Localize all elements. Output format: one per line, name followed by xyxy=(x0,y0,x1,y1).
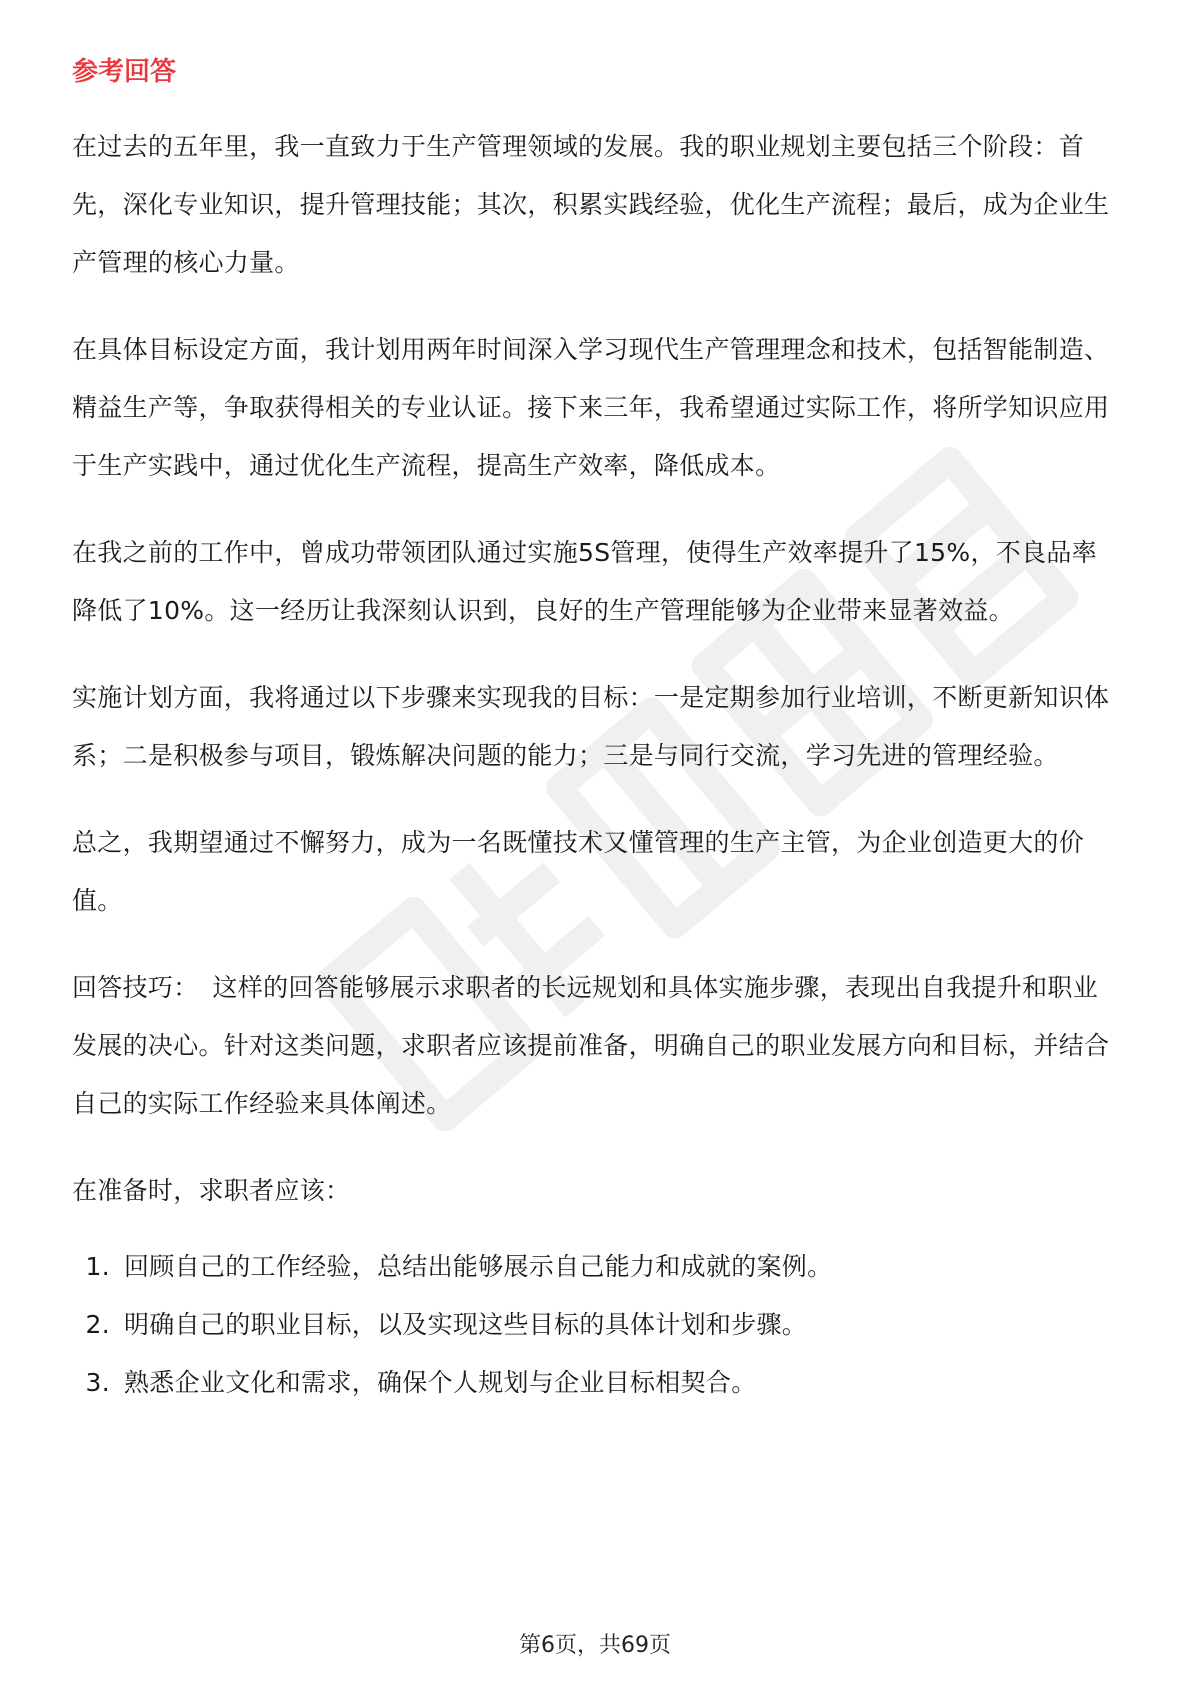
list-item-number: 1. xyxy=(85,1252,110,1281)
list-item-number: 3. xyxy=(85,1368,110,1397)
paragraph-past-experience: 在我之前的工作中，曾成功带领团队通过实施5S管理，使得生产效率提升了15%，不良品率降低了10%。这一经历让我深刻认识到，良好的生产管理能够为企业带来显著效益。 xyxy=(72,538,1097,625)
list-item-text: 回顾自己的工作经验，总结出能够展示自己能力和成就的案例。 xyxy=(124,1252,833,1281)
paragraph-implementation: 实施计划方面，我将通过以下步骤来实现我的目标：一是定期参加行业培训，不断更新知识体系；二是积极参与项目，锻炼解决问题的能力；三是与同行交流，学习先进的管理经验。 xyxy=(72,683,1110,770)
list-item-text: 熟悉企业文化和需求，确保个人规划与企业目标相契合。 xyxy=(124,1368,757,1397)
answer-tip-label: 回答技巧： xyxy=(72,973,199,1002)
list-item xyxy=(72,1354,1122,1412)
list-item-number: 2. xyxy=(85,1310,110,1339)
section-title: 参考回答 xyxy=(72,57,177,87)
prep-intro: 在准备时，求职者应该： xyxy=(72,1176,351,1205)
paragraph-goal-setting: 在具体目标设定方面，我计划用两年时间深入学习现代生产管理理念和技术，包括智能制造、精益生产等，争取获得相关的专业认证。接下来三年，我希望通过实际工作，将所学知识应用于生产实践中，通过优化生产流程，提高生产效率，降低成本。 xyxy=(72,335,1110,480)
answer-tip xyxy=(72,959,1122,1133)
answer-tip-text: 这样的回答能够展示求职者的长远规划和具体实施步骤，表现出自我提升和职业发展的决心。针对这类问题，求职者应该提前准备，明确自己的职业发展方向和目标，并结合自己的实际工作经验来具体阐述。 xyxy=(72,973,1110,1118)
document-body xyxy=(72,48,1122,1412)
list-item xyxy=(72,1238,1122,1296)
paragraph-career-plan: 在过去的五年里，我一直致力于生产管理领域的发展。我的职业规划主要包括三个阶段：首先，深化专业知识，提升管理技能；其次，积累实践经验，优化生产流程；最后，成为企业生产管理的核心力量。 xyxy=(72,132,1110,277)
paragraph-summary: 总之，我期望通过不懈努力，成为一名既懂技术又懂管理的生产主管，为企业创造更大的价值。 xyxy=(72,828,1085,915)
list-item xyxy=(72,1296,1122,1354)
list-item-text: 明确自己的职业目标，以及实现这些目标的具体计划和步骤。 xyxy=(124,1310,808,1339)
prep-steps-list xyxy=(72,1238,1122,1412)
page-number: 第6页，共69页 xyxy=(519,1633,671,1658)
